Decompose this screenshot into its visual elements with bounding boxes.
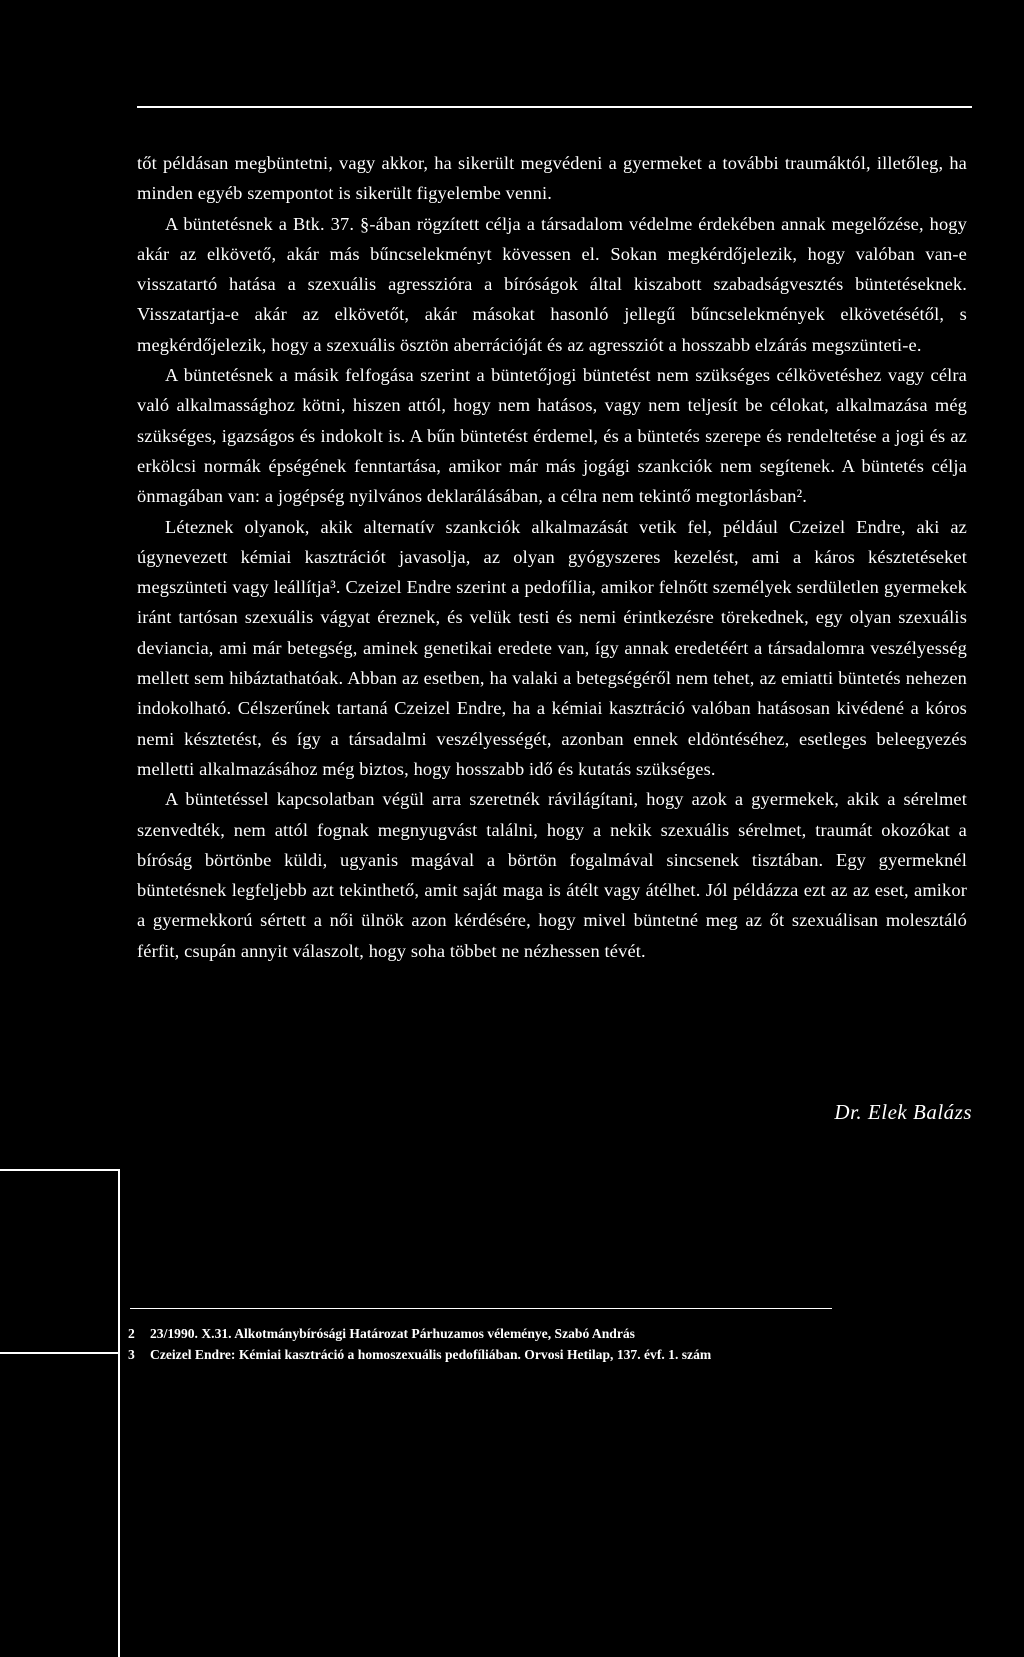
frame-divider — [0, 1352, 120, 1354]
paragraph: A büntetéssel kapcsolatban végül arra szeretnék rávilágítani, hogy azok a gyermekek, akik a sérelmet szenvedték, nem attól fognak megnyugvást találni, hogy a nekik szexuális sérelmet, traumát okozókat a bíróság börtönbe küldi, ugyanis magával a börtön fogalmával sincsenek tisztában. Egy gyermeknél büntetésnek legfeljebb azt tekinthető, amit saját maga is átélt vagy átélhet. Jól példázza ezt az az eset, amikor a gyermekkorú sértett a női ülnök azon kérdésére, hogy mivel büntetné meg az őt szexuálisan molesztáló férfit, csupán annyit válaszolt, hogy soha többet ne nézhessen tévét. — [137, 789, 967, 961]
footnotes — [128, 1323, 988, 1365]
paragraph: Léteznek olyanok, akik alternatív szankciók alkalmazását vetik fel, például Czeizel Endre, aki az úgynevezett kémiai kasztrációt javasolja, az olyan gyógyszeres kezelést, ami a káros késztetéseket megszünteti vagy leállítja³. Czeizel Endre szerint a pedofília, amikor felnőtt személyek serdületlen gyermekek iránt tartósan szexuális vágyat éreznek, és velük testi és nemi érintkezésre törekednek, egy olyan szexuális deviancia, ami már betegség, aminek genetikai eredete van, így annak eredetéért a társadalomra veszélyesség mellett sem hibáztathatóak. Abban az esetben, ha valaki a betegségéről nem tehet, az emiatti büntetés nehezen indokolható. Célszerűnek tartaná Czeizel Endre, ha a kémiai kasztráció valóban hatásosan kivédené a kóros nemi késztetést, és így a társadalmi veszélyességét, azonban ennek eldöntéséhez, esetleges beleegyezés melletti alkalmazásához még biztos, hogy hosszabb idő és kutatás szükséges. — [137, 516, 967, 779]
body-text — [137, 148, 967, 966]
footnote-item — [128, 1344, 988, 1365]
footnote-item — [128, 1323, 988, 1344]
paragraph: tőt példásan megbüntetni, vagy akkor, ha sikerült megvédeni a gyermeket a további traumáktól, illetőleg, ha minden egyéb szempontot is sikerült figyelembe venni. — [137, 153, 967, 204]
top-rule — [137, 106, 972, 108]
footnote-number: 2 — [128, 1326, 135, 1341]
footnote-rule — [130, 1308, 832, 1309]
decorative-frame — [0, 1169, 120, 1657]
paragraph: A büntetésnek a Btk. 37. §-ában rögzített célja a társadalom védelme érdekében annak megelőzése, hogy akár az elkövető, akár más bűncselekményt kövessen el. Sokan megkérdőjelezik, hogy valóban van-e visszatartó hatása a szexuális agresszióra a bíróságok által kiszabott szabadságvesztés büntetéseknek. Visszatartja-e akár az elkövetőt, akár másokat hasonló jellegű bűncselekmények elkövetésétől, s megkérdőjelezik, hogy a szexuális ösztön aberrációját és az agressziót a hosszabb elzárás megszünteti-e. — [137, 213, 967, 355]
paragraph: A büntetésnek a másik felfogása szerint a büntetőjogi büntetést nem szükséges célkövetéshez vagy célra való alkalmassághoz kötni, hiszen attól, hogy nem hatásos, vagy nem teljesít be célokat, alkalmazása még szükséges, igazságos és indokolt is. A bűn büntetést érdemel, és a büntetés szerepe és rendeltetése a jogi és az erkölcsi normák épségének fenntartása, amikor már más jogági szankciók nem segítenek. A büntetés célja önmagában van: a jogépség nyilvános deklarálásában, a célra nem tekintő megtorlásban². — [137, 365, 967, 507]
footnote-number: 3 — [128, 1347, 135, 1362]
author-signature: Dr. Elek Balázs — [834, 1100, 972, 1124]
footnote-text: Czeizel Endre: Kémiai kasztráció a homoszexuális pedofíliában. Orvosi Hetilap, 137. évf. 1. szám — [150, 1347, 712, 1362]
footnote-text: 23/1990. X.31. Alkotmánybírósági Határozat Párhuzamos véleménye, Szabó András — [150, 1326, 635, 1341]
